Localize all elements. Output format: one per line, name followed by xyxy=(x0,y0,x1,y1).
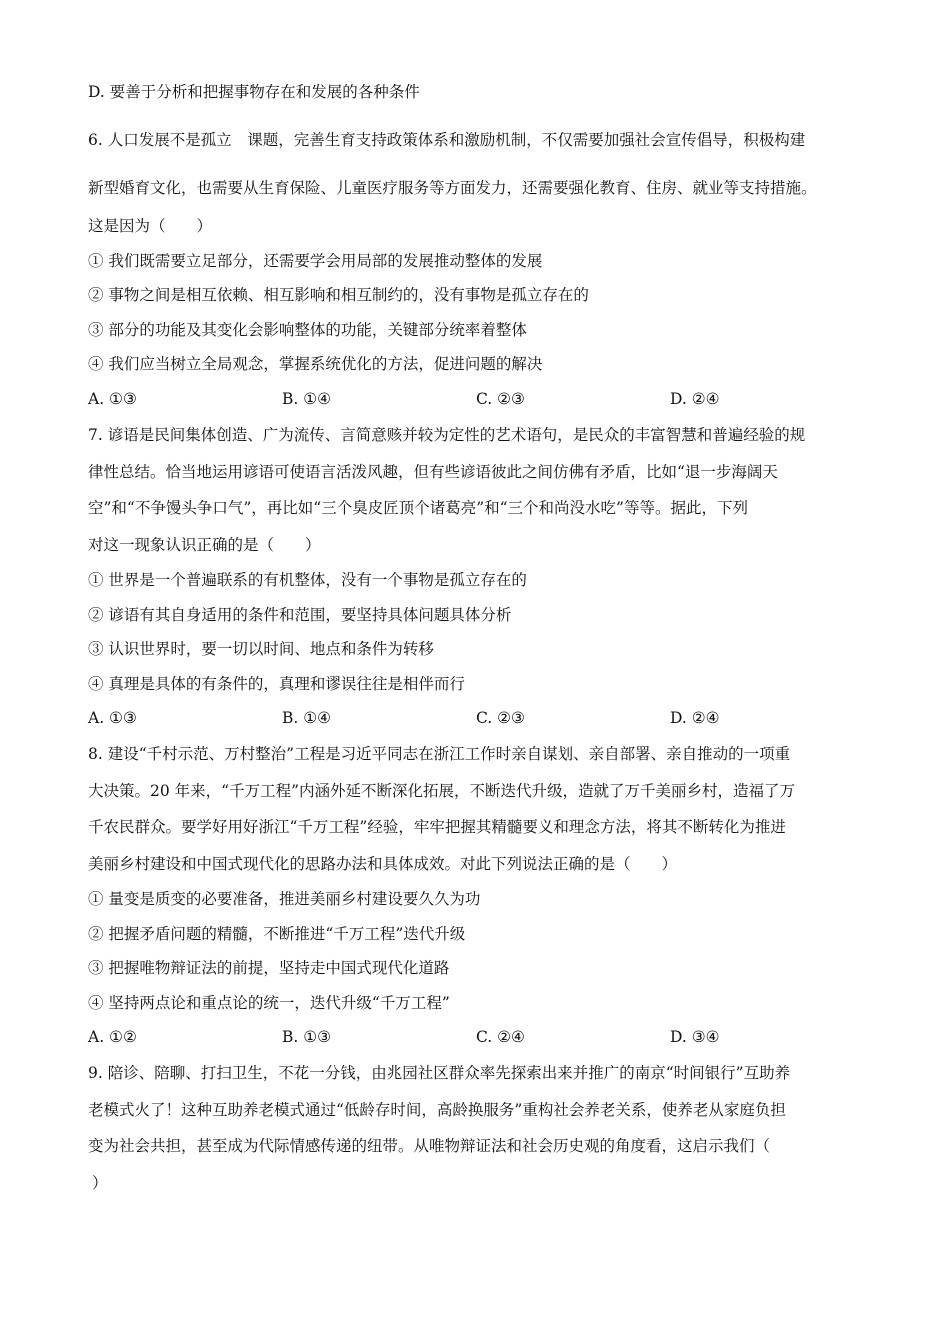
q8-choice-a: A. ①② xyxy=(88,1028,137,1046)
q6-stem-line: 新型婚育文化，也需要从生育保险、儿童医疗服务等方面发力，还需要强化教育、住房、就业等支持措施。 xyxy=(88,179,817,197)
q6-stem-line: 6. 人口发展不是孤立 课题，完善生育支持政策体系和激励机制，不仅需要加强社会宣传倡导，积极构建 xyxy=(88,131,806,149)
q8-item: ④ 坚持两点论和重点论的统一，迭代升级“千万工程” xyxy=(88,994,450,1012)
q6-item: ③ 部分的功能及其变化会影响整体的功能，关键部分统率着整体 xyxy=(88,321,527,339)
q8-choice-d: D. ③④ xyxy=(670,1028,720,1046)
q6-choice-a: A. ①③ xyxy=(88,390,137,408)
q5-option-d: D. 要善于分析和把握事物存在和发展的各种条件 xyxy=(88,83,420,101)
q6-choice-d: D. ②④ xyxy=(670,390,720,408)
q6-item: ① 我们既需要立足部分，还需要学会用局部的发展推动整体的发展 xyxy=(88,252,543,270)
q8-choice-b: B. ①③ xyxy=(282,1028,332,1046)
q7-choice-c: C. ②③ xyxy=(476,709,525,727)
q7-item: ① 世界是一个普遍联系的有机整体，没有一个事物是孤立存在的 xyxy=(88,571,527,589)
q7-item: ③ 认识世界时，要一切以时间、地点和条件为转移 xyxy=(88,640,434,658)
q8-item: ② 把握矛盾问题的精髓，不断推进“千万工程”迭代升级 xyxy=(88,925,466,943)
q7-stem-line: 对这一现象认识正确的是（ ） xyxy=(88,536,321,554)
q8-choice-c: C. ②④ xyxy=(476,1028,525,1046)
q7-stem-line: 律性总结。恰当地运用谚语可使语言活泼风趣，但有些谚语彼此之间仿佛有矛盾，比如“退一步海阔天 xyxy=(88,463,778,481)
q8-stem-line: 大决策。20 年来，“千万工程”内涵外延不断深化拓展，不断迭代升级，造就了万千美丽乡村，造福了万 xyxy=(88,782,796,800)
q6-item: ④ 我们应当树立全局观念，掌握系统优化的方法，促进问题的解决 xyxy=(88,355,543,373)
q7-stem-line: 空”和“不争馒头争口气”，再比如“三个臭皮匠顶个诸葛亮”和“三个和尚没水吃”等等。据此，下列 xyxy=(88,499,748,517)
q9-stem-line: 老模式火了！这种互助养老模式通过“低龄存时间，高龄换服务”重构社会养老关系，使养老从家庭负担 xyxy=(88,1101,786,1119)
q6-stem-line: 这是因为（ ） xyxy=(88,217,213,235)
q9-stem-line: ） xyxy=(92,1174,108,1192)
q7-choice-a: A. ①③ xyxy=(88,709,137,727)
q7-stem-line: 7. 谚语是民间集体创造、广为流传、言简意赅并较为定性的艺术语句，是民众的丰富智慧和普遍经验的规 xyxy=(88,426,806,444)
q6-choice-b: B. ①④ xyxy=(282,390,332,408)
q9-stem-line: 9. 陪诊、陪聊、打扫卫生，不花一分钱，由兆园社区群众率先探索出来并推广的南京“时间银行”互助养 xyxy=(88,1064,791,1082)
q8-item: ③ 把握唯物辩证法的前提，坚持走中国式现代化道路 xyxy=(88,959,450,977)
q7-choice-d: D. ②④ xyxy=(670,709,720,727)
q8-item: ① 量变是质变的必要准备，推进美丽乡村建设要久久为功 xyxy=(88,890,481,908)
q7-choice-b: B. ①④ xyxy=(282,709,332,727)
q8-stem-line: 千农民群众。要学好用好浙江“千万工程”经验，牢牢把握其精髓要义和理念方法，将其不断转化为推进 xyxy=(88,818,786,836)
q8-stem-line: 美丽乡村建设和中国式现代化的思路办法和具体成效。对此下列说法正确的是（ ） xyxy=(88,855,678,873)
q6-choice-c: C. ②③ xyxy=(476,390,525,408)
q6-item: ② 事物之间是相互依赖、相互影响和相互制约的，没有事物是孤立存在的 xyxy=(88,286,589,304)
q8-stem-line: 8. 建设“千村示范、万村整治”工程是习近平同志在浙江工作时亲自谋划、亲自部署、亲自推动的一项重 xyxy=(88,745,791,763)
q9-stem-line: 变为社会共担，甚至成为代际情感传递的纽带。从唯物辩证法和社会历史观的角度看，这启示我们（ xyxy=(88,1137,771,1155)
q7-item: ② 谚语有其自身适用的条件和范围，要坚持具体问题具体分析 xyxy=(88,606,512,624)
q7-item: ④ 真理是具体的有条件的，真理和谬误往往是相伴而行 xyxy=(88,675,465,693)
